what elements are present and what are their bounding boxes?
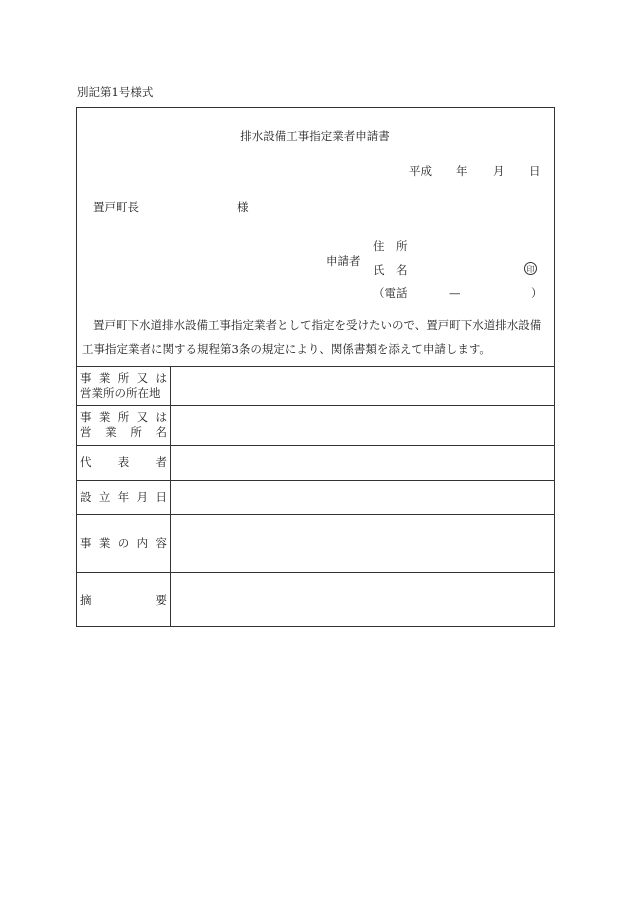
- phone-close-paren: ）: [531, 286, 543, 300]
- label-established-date: 設 立 年 月 日: [80, 490, 167, 504]
- remarks-value[interactable]: [171, 573, 554, 626]
- phone-label: （電話: [373, 286, 408, 300]
- name-label: 氏 名: [373, 263, 408, 277]
- label-office-name: 事 業 所 又 は 営 業 所 名: [80, 410, 167, 439]
- date-day: 日: [529, 164, 541, 178]
- representative-value[interactable]: [171, 446, 554, 480]
- date-month: 月: [493, 164, 505, 178]
- office-address-value[interactable]: [171, 367, 554, 405]
- label-representative: 代 表 者: [80, 455, 167, 469]
- date-year: 年: [456, 164, 468, 178]
- phone-dash: —: [449, 286, 461, 300]
- honorific: 様: [237, 200, 249, 214]
- label-business-content: 事 業 の 内 容: [80, 536, 167, 550]
- applicant-label: 申請者: [326, 254, 361, 268]
- established-date-value[interactable]: [171, 481, 554, 514]
- addressee: 置戸町長: [93, 200, 139, 214]
- form-number-label: 別記第1号様式: [77, 85, 154, 99]
- seal-mark-icon: 印: [524, 262, 537, 275]
- label-office-address: 事 業 所 又 は 営業所の所在地: [80, 371, 167, 400]
- body-text-line-1: 置戸町下水道排水設備工事指定業者として指定を受けたいので、置戸町下水道排水設備: [93, 318, 542, 332]
- date-era: 平成: [409, 164, 432, 178]
- label-remarks: 摘 要: [80, 593, 167, 607]
- document-title: 排水設備工事指定業者申請書: [240, 129, 390, 143]
- body-text-line-2: 工事指定業者に関する規程第3条の規定により、関係書類を添えて申請します。: [82, 342, 491, 356]
- office-name-value[interactable]: [171, 406, 554, 445]
- address-label: 住 所: [373, 239, 408, 253]
- business-content-value[interactable]: [171, 515, 554, 572]
